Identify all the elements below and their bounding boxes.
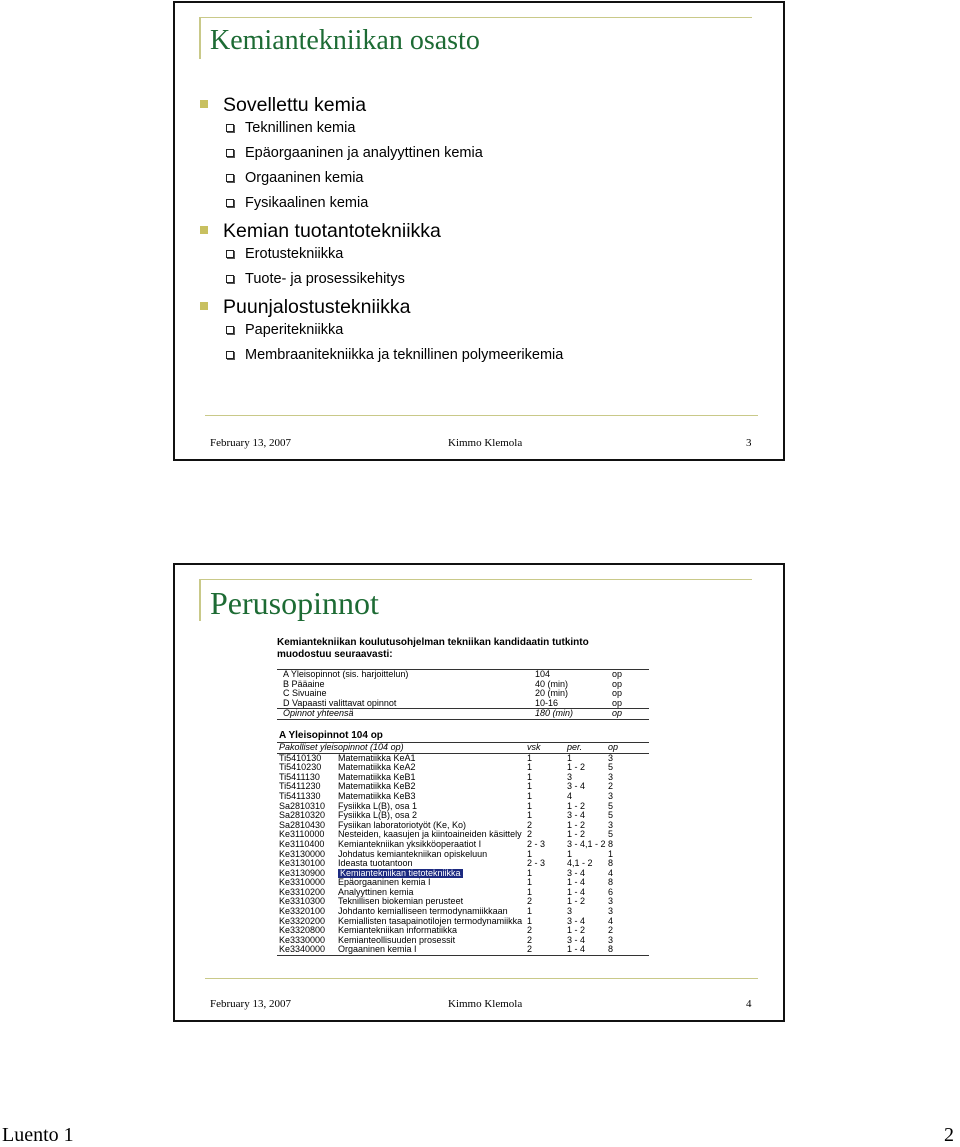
sub-bullet-item [200, 270, 770, 295]
course-name: Matematiikka KeB2 [338, 781, 416, 792]
course-credits: 4 [608, 915, 614, 926]
course-row [277, 763, 649, 773]
course-row [277, 773, 649, 783]
footer-date: February 13, 2007 [210, 437, 291, 449]
summary-table [277, 669, 649, 720]
summary-label: C Sivuaine [283, 688, 327, 699]
slide-number: 3 [746, 437, 752, 449]
course-year: 2 [527, 925, 533, 936]
course-year: 1 [527, 790, 533, 801]
course-year: 1 [527, 800, 533, 811]
course-code: Ke3130000 [279, 848, 326, 859]
course-period: 1 [567, 848, 573, 859]
header-credits: op [608, 741, 619, 752]
course-credits: 5 [608, 810, 614, 821]
footer-date: February 13, 2007 [210, 998, 291, 1010]
course-row [277, 878, 649, 888]
course-row [277, 917, 649, 927]
summary-label: D Vapaasti valittavat opinnot [283, 697, 397, 708]
course-name: Kemianteollisuuden prosessit [338, 934, 456, 945]
page-label: Luento 1 [2, 1124, 74, 1146]
page-number: 2 [944, 1124, 954, 1146]
course-name: Kemiantekniikan yksikköoperaatiot I [338, 838, 482, 849]
course-year: 2 [527, 944, 533, 955]
course-name: Johdatus kemiantekniikan opiskeluun [338, 848, 488, 859]
sub-bullet-text: Fysikaalinen kemia [245, 195, 369, 211]
course-name: Matematiikka KeA1 [338, 752, 416, 763]
course-year: 1 [527, 810, 533, 821]
course-credits: 4 [608, 867, 614, 878]
course-credits: 3 [608, 934, 614, 945]
course-row [277, 945, 649, 955]
sub-bullet-text: Erotustekniikka [245, 246, 344, 262]
course-name: Ideasta tuotantoon [338, 858, 413, 869]
course-name: Nesteiden, kaasujen ja kiintoaineiden käsittely [338, 829, 522, 840]
summary-value: 104 [535, 669, 551, 679]
title-decor-line [199, 17, 752, 18]
header-course: Pakolliset yleisopinnot (104 op) [279, 741, 404, 752]
summary-value: 10-16 [535, 697, 559, 708]
header-period: per. [567, 741, 583, 752]
course-name: Kemiallisten tasapainotilojen termodynamiikka [338, 915, 523, 926]
course-period: 4,1 - 2 [567, 858, 593, 869]
sub-bullet-text: Paperitekniikka [245, 322, 344, 338]
checkbox-bullet-icon [226, 275, 234, 283]
course-name: Teknillisen biokemian perusteet [338, 896, 464, 907]
course-code: Ke3310000 [279, 877, 326, 888]
footer-divider [205, 415, 758, 416]
course-period: 3 - 4 [567, 915, 586, 926]
course-code: Sa2810310 [279, 800, 326, 811]
course-row [277, 802, 649, 812]
course-year: 1 [527, 848, 533, 859]
course-row [277, 936, 649, 946]
sub-bullet-item [200, 321, 770, 346]
course-credits: 3 [608, 896, 614, 907]
footer-divider [205, 978, 758, 979]
summary-row [277, 699, 649, 709]
summary-value: 180 (min) [535, 708, 574, 719]
table-intro: Kemiantekniikan koulutusohjelman tekniikan kandidaatin tutkinto muodostuu seuraavasti: [277, 637, 589, 660]
summary-row [277, 670, 649, 680]
course-code: Ke3340000 [279, 944, 326, 955]
course-year: 1 [527, 762, 533, 773]
course-code: Ke3310200 [279, 886, 326, 897]
course-code: Ke3330000 [279, 934, 326, 945]
course-year: 1 [527, 771, 533, 782]
course-year: 1 [527, 781, 533, 792]
bullet-list [200, 93, 770, 371]
summary-total-row [277, 708, 649, 719]
course-name: Matematiikka KeB1 [338, 771, 416, 782]
sub-bullet-item [200, 119, 770, 144]
sub-bullet-text: Tuote- ja prosessikehitys [245, 271, 405, 287]
course-row [277, 869, 649, 879]
slide-title: Perusopinnot [210, 585, 379, 621]
bullet-text: Kemian tuotantotekniikka [223, 220, 441, 242]
course-period: 3 [567, 771, 573, 782]
course-period: 3 - 4 [567, 934, 586, 945]
summary-row [277, 680, 649, 690]
course-year: 1 [527, 915, 533, 926]
checkbox-bullet-icon [226, 351, 234, 359]
course-row [277, 792, 649, 802]
course-name: Fysiikka L(B), osa 1 [338, 800, 418, 811]
course-credits: 6 [608, 886, 614, 897]
course-credits: 2 [608, 925, 614, 936]
summary-label: B Pääaine [283, 678, 325, 689]
sub-bullet-item [200, 169, 770, 194]
course-credits: 8 [608, 944, 614, 955]
course-credits: 8 [608, 877, 614, 888]
course-credits: 5 [608, 762, 614, 773]
course-year: 1 [527, 886, 533, 897]
course-year: 1 [527, 867, 533, 878]
course-year: 1 [527, 752, 533, 763]
checkbox-bullet-icon [226, 149, 234, 157]
course-code: Ke3110400 [279, 838, 325, 849]
course-row [277, 859, 649, 869]
course-name: Matematiikka KeA2 [338, 762, 416, 773]
course-year: 2 [527, 829, 533, 840]
course-name: Matematiikka KeB3 [338, 790, 416, 801]
summary-label: Opinnot yhteensä [283, 708, 354, 719]
course-credits: 8 [608, 858, 614, 869]
bullet-text: Puunjalostustekniikka [223, 296, 411, 318]
square-bullet-icon [200, 302, 208, 310]
section-heading: A Yleisopinnot 104 op [279, 729, 383, 741]
summary-unit: op [612, 678, 623, 689]
sub-bullet-text: Epäorgaaninen ja analyyttinen kemia [245, 145, 483, 161]
course-period: 3 - 4 [567, 781, 586, 792]
course-year: 2 [527, 934, 533, 945]
course-code: Ti5410230 [279, 762, 322, 773]
course-period: 1 - 4 [567, 886, 586, 897]
course-year: 2 [527, 896, 533, 907]
course-code: Ke3130100 [279, 858, 326, 869]
course-year: 2 - 3 [527, 838, 546, 849]
slide-title: Kemiantekniikan osasto [210, 25, 480, 56]
summary-unit: op [612, 688, 623, 699]
course-credits: 3 [608, 790, 614, 801]
course-period: 1 - 2 [567, 800, 586, 811]
summary-unit: op [612, 697, 623, 708]
course-table [277, 742, 649, 956]
course-name: Fysiikan laboratoriotyöt (Ke, Ko) [338, 819, 467, 830]
course-code: Sa2810320 [279, 810, 326, 821]
course-period: 3 - 4,1 - 2 [567, 838, 606, 849]
header-year: vsk [527, 741, 541, 752]
course-year: 1 [527, 877, 533, 888]
sub-bullet-text: Membraanitekniikka ja teknillinen polymeerikemia [245, 347, 564, 363]
slide-3 [173, 1, 785, 461]
course-period: 3 - 4 [567, 867, 586, 878]
title-decor-line [199, 579, 752, 580]
sub-bullet-item [200, 245, 770, 270]
course-code: Ke3110000 [279, 829, 325, 840]
course-code: Ti5410130 [279, 752, 322, 763]
course-period: 1 - 2 [567, 819, 586, 830]
course-period: 3 - 4 [567, 810, 586, 821]
summary-unit: op [612, 708, 623, 719]
sub-bullet-item [200, 194, 770, 219]
footer-author: Kimmo Klemola [448, 437, 523, 449]
course-code: Ke3130900 [279, 867, 326, 878]
bullet-item [200, 93, 770, 119]
checkbox-bullet-icon [226, 124, 234, 132]
course-period: 1 - 4 [567, 944, 586, 955]
course-year: 2 - 3 [527, 858, 546, 869]
course-period: 1 - 2 [567, 925, 586, 936]
course-name: Kemiantekniikan informatiikka [338, 925, 458, 936]
course-credits: 3 [608, 819, 614, 830]
course-code: Ke3310300 [279, 896, 326, 907]
course-row [277, 754, 649, 764]
sub-bullet-item [200, 346, 770, 371]
title-decor-bar [199, 17, 201, 59]
course-table-header [277, 743, 649, 754]
bullet-item [200, 219, 770, 245]
course-period: 1 - 2 [567, 829, 586, 840]
summary-unit: op [612, 669, 623, 679]
course-code: Ti5411230 [279, 781, 321, 792]
course-code: Ti5411330 [279, 790, 321, 801]
course-credits: 5 [608, 829, 614, 840]
bullet-item [200, 295, 770, 321]
course-code: Sa2810430 [279, 819, 326, 830]
course-name: Johdanto kemialliseen termodynamiikkaan [338, 906, 508, 917]
course-row [277, 888, 649, 898]
course-name: Fysiikka L(B), osa 2 [338, 810, 418, 821]
course-credits: 2 [608, 781, 614, 792]
course-credits: 3 [608, 906, 614, 917]
course-period: 1 - 4 [567, 877, 586, 888]
summary-value: 40 (min) [535, 678, 569, 689]
course-period: 1 - 2 [567, 896, 586, 907]
slide-4 [173, 563, 785, 1022]
summary-label: A Yleisopinnot (sis. harjoittelun) [283, 669, 409, 679]
checkbox-bullet-icon [226, 250, 234, 258]
course-row [277, 850, 649, 860]
checkbox-bullet-icon [226, 199, 234, 207]
course-name: Orgaaninen kemia I [338, 944, 417, 955]
course-name: Kemiantekniikan tietotekniikka [340, 867, 461, 878]
course-credits: 5 [608, 800, 614, 811]
sub-bullet-text: Orgaaninen kemia [245, 170, 364, 186]
checkbox-bullet-icon [226, 174, 234, 182]
square-bullet-icon [200, 226, 208, 234]
curriculum-table [277, 637, 649, 956]
course-name: Analyyttinen kemia [338, 886, 414, 897]
sub-bullet-text: Teknillinen kemia [245, 120, 356, 136]
course-period: 1 - 2 [567, 762, 586, 773]
course-year: 1 [527, 906, 533, 917]
course-credits: 8 [608, 838, 614, 849]
course-period: 4 [567, 790, 573, 801]
course-code: Ke3320800 [279, 925, 326, 936]
slide-number: 4 [746, 998, 752, 1010]
sub-bullet-item [200, 144, 770, 169]
title-decor-bar [199, 579, 201, 621]
summary-value: 20 (min) [535, 688, 569, 699]
course-period: 1 [567, 752, 573, 763]
footer-author: Kimmo Klemola [448, 998, 523, 1010]
course-credits: 3 [608, 752, 614, 763]
course-row [277, 926, 649, 936]
course-code: Ti5411130 [279, 771, 320, 782]
course-row [277, 782, 649, 792]
course-credits: 3 [608, 771, 614, 782]
course-credits: 1 [608, 848, 614, 859]
course-code: Ke3320200 [279, 915, 326, 926]
course-rows [277, 754, 649, 955]
course-year: 2 [527, 819, 533, 830]
bullet-text: Sovellettu kemia [223, 94, 367, 116]
course-period: 3 [567, 906, 573, 917]
checkbox-bullet-icon [226, 326, 234, 334]
course-code: Ke3320100 [279, 906, 326, 917]
square-bullet-icon [200, 100, 208, 108]
course-name: Epäorgaaninen kemia I [338, 877, 431, 888]
